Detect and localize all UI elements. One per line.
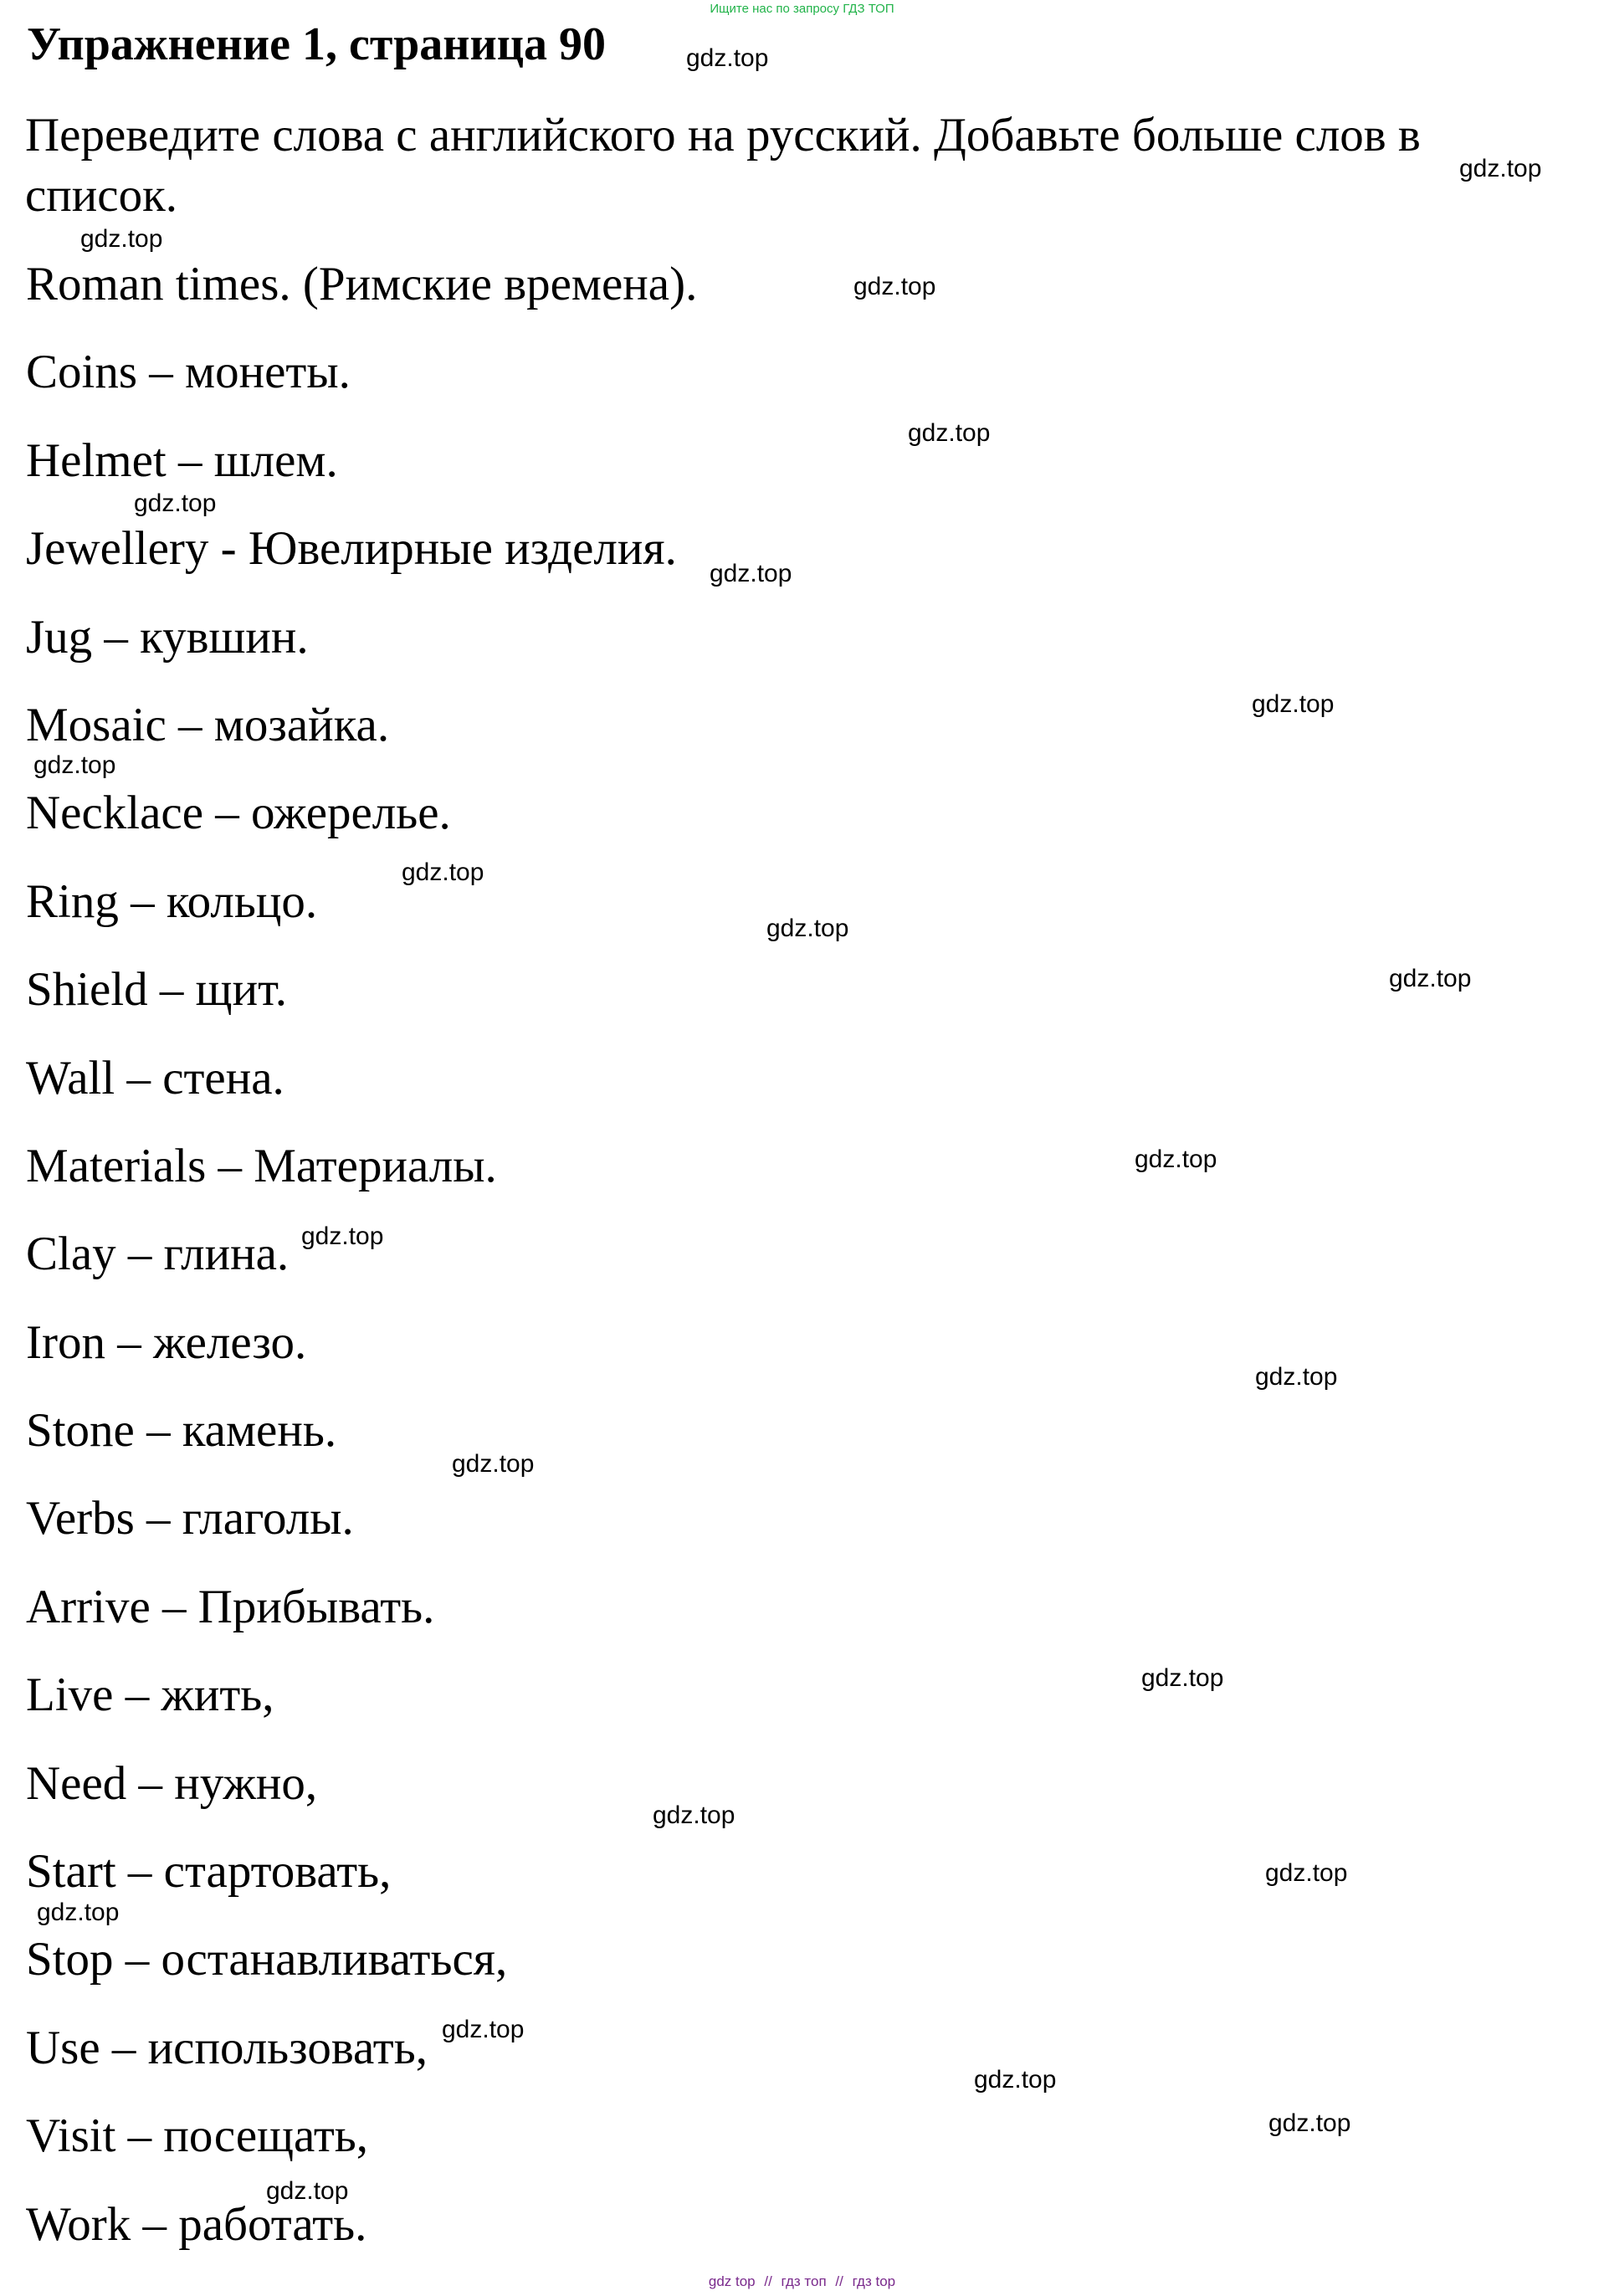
vocabulary-item: Roman times. (Римские времена).: [26, 258, 698, 310]
exercise-instruction: Переведите слова с английского на русский. Добавьте больше слов в список.: [25, 109, 1421, 222]
watermark: gdz.top: [301, 1222, 384, 1250]
footer-separator: //: [764, 2273, 772, 2289]
vocabulary-item: Jug – кувшин.: [26, 610, 309, 664]
vocabulary-item: Stop – останавливаться,: [26, 1933, 508, 1986]
vocabulary-item: Iron – железо.: [26, 1315, 307, 1369]
watermark: gdz.top: [710, 560, 792, 587]
vocabulary-item: Work – работать.: [26, 2197, 367, 2251]
watermark: gdz.top: [766, 915, 849, 942]
watermark: gdz.top: [134, 489, 217, 517]
vocabulary-item: Materials – Материалы.: [26, 1139, 497, 1192]
vocabulary-item: Necklace – ожерелье.: [26, 787, 451, 840]
watermark: gdz.top: [452, 1450, 535, 1478]
footer-link-gdz-top-cyrillic[interactable]: гдз топ: [781, 2273, 827, 2289]
vocabulary-item: Live – жить,: [26, 1668, 274, 1722]
vocabulary-item: Wall – стена.: [26, 1051, 284, 1104]
vocabulary-item: Arrive – Прибывать.: [26, 1580, 435, 1633]
watermark: gdz.top: [1135, 1145, 1217, 1173]
vocabulary-item: Stone – камень.: [26, 1404, 337, 1458]
vocabulary-list: [26, 251, 697, 2279]
top-banner: Ищите нас по запросу ГДЗ ТОП: [710, 2, 894, 16]
watermark: gdz.top: [37, 1899, 120, 1926]
watermark: gdz.top: [80, 225, 163, 253]
vocabulary-item: Ring – кольцо.: [26, 874, 318, 928]
footer-separator: //: [835, 2273, 843, 2289]
watermark: gdz.top: [33, 751, 116, 779]
vocabulary-item: Coins – монеты.: [26, 346, 351, 399]
watermark: gdz.top: [1268, 2109, 1351, 2137]
vocabulary-item: Mosaic – мозайка.: [26, 698, 390, 751]
watermark: gdz.top: [402, 858, 484, 886]
vocabulary-item: Jewellery - Ювелирные изделия.: [26, 522, 677, 576]
watermark: gdz.top: [266, 2177, 349, 2205]
footer-link-gdz-top-mixed[interactable]: гдз top: [852, 2273, 896, 2289]
watermark: gdz.top: [974, 2066, 1057, 2094]
footer-link-gdz-top[interactable]: gdz top: [708, 2273, 756, 2289]
footer-links: [0, 2273, 1604, 2290]
vocabulary-item: Verbs – глаголы.: [26, 1492, 354, 1545]
vocabulary-item: Use – использовать,: [26, 2021, 428, 2074]
vocabulary-item: Shield – щит.: [26, 963, 287, 1017]
watermark: gdz.top: [1389, 965, 1472, 992]
vocabulary-item: Visit – посещать,: [26, 2109, 369, 2163]
vocabulary-item: Helmet – шлем.: [26, 433, 338, 487]
watermark: gdz.top: [1141, 1664, 1224, 1692]
watermark: gdz.top: [442, 2016, 525, 2043]
watermark: gdz.top: [1252, 690, 1335, 718]
watermark: gdz.top: [853, 273, 936, 300]
page-title: Упражнение 1, страница 90: [27, 18, 607, 70]
watermark: gdz.top: [1459, 155, 1542, 182]
watermark: gdz.top: [908, 419, 991, 447]
watermark: gdz.top: [653, 1801, 735, 1829]
watermark: gdz.top: [1255, 1363, 1338, 1391]
vocabulary-item: Clay – глина.: [26, 1227, 290, 1281]
watermark: gdz.top: [1265, 1859, 1348, 1887]
vocabulary-item: Need – нужно,: [26, 1756, 318, 1810]
watermark: gdz.top: [686, 44, 769, 72]
vocabulary-item: Start – стартовать,: [26, 1845, 392, 1899]
